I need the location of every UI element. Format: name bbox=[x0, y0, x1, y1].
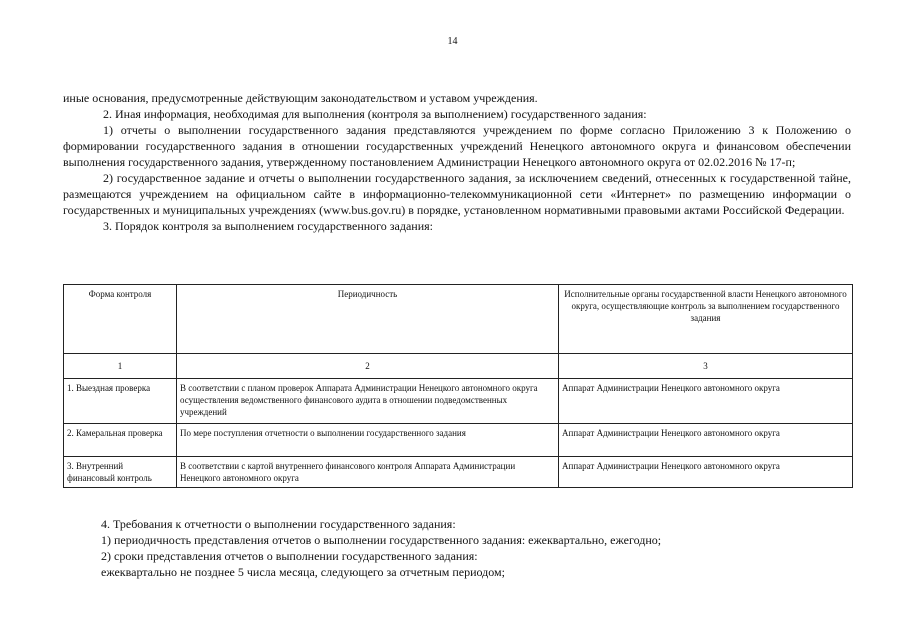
cell-authority: Аппарат Администрации Ненецкого автономного округа bbox=[559, 424, 853, 457]
cell-form: 2. Камеральная проверка bbox=[64, 424, 177, 457]
reporting-requirements bbox=[101, 516, 851, 580]
paragraph: 2. Иная информация, необходимая для выполнения (контроля за выполнением) государственного задания: bbox=[103, 107, 647, 121]
column-number: 1 bbox=[64, 354, 177, 379]
page-number: 14 bbox=[447, 36, 458, 47]
table-row bbox=[64, 424, 853, 457]
body-text bbox=[63, 90, 851, 234]
column-number: 2 bbox=[177, 354, 559, 379]
table-row bbox=[64, 379, 853, 424]
control-table bbox=[63, 284, 853, 488]
cell-periodicity: По мере поступления отчетности о выполнении государственного задания bbox=[177, 424, 559, 457]
cell-form: 1. Выездная проверка bbox=[64, 379, 177, 424]
column-number: 3 bbox=[559, 354, 853, 379]
table-header-row bbox=[64, 285, 853, 354]
paragraph: 1) отчеты о выполнении государственного задания представляются учреждением по форме согласно Приложению 3 к Положению о формировании государственного задания в отношении государственных учреждений Ненецкого автономного округа и финансовом обеспечении выполнения государственного задания, утвержденному постановлением Администрации Ненецкого автономного округа от 02.02.2016 № 17-п; bbox=[63, 123, 851, 169]
cell-form: 3. Внутренний финансовый контроль bbox=[64, 457, 177, 488]
cell-periodicity: В соответствии с планом проверок Аппарата Администрации Ненецкого автономного округа осуществления ведомственного финансового аудита в отношении подведомственных учреждений bbox=[177, 379, 559, 424]
cell-authority: Аппарат Администрации Ненецкого автономного округа bbox=[559, 379, 853, 424]
paragraph: 3. Порядок контроля за выполнением государственного задания: bbox=[103, 219, 433, 233]
paragraph: 2) сроки представления отчетов о выполнении государственного задания: bbox=[101, 549, 478, 563]
header-form: Форма контроля bbox=[64, 285, 177, 354]
paragraph: 4. Требования к отчетности о выполнении государственного задания: bbox=[101, 517, 456, 531]
header-authority: Исполнительные органы государственной власти Ненецкого автономного округа, осуществляющие контроль за выполнением государственного задания bbox=[559, 285, 853, 354]
paragraph: ежеквартально не позднее 5 числа месяца, следующего за отчетным периодом; bbox=[101, 565, 505, 579]
paragraph: иные основания, предусмотренные действующим законодательством и уставом учреждения. bbox=[63, 91, 538, 105]
table-row bbox=[64, 457, 853, 488]
column-number-row bbox=[64, 354, 853, 379]
cell-periodicity: В соответствии с картой внутреннего финансового контроля Аппарата Администрации Ненецкого автономного округа bbox=[177, 457, 559, 488]
paragraph: 2) государственное задание и отчеты о выполнении государственного задания, за исключением сведений, отнесенных к государственной тайне, размещаются учреждением на официальном сайте в информационно-телекоммуникационной сети «Интернет» по размещению информации о государственных и муниципальных учреждениях (www.bus.gov.ru) в порядке, установленном нормативными правовыми актами Российской Федерации. bbox=[63, 171, 851, 217]
header-periodicity: Периодичность bbox=[177, 285, 559, 354]
paragraph: 1) периодичность представления отчетов о выполнении государственного задания: ежеквартально, ежегодно; bbox=[101, 533, 662, 547]
cell-authority: Аппарат Администрации Ненецкого автономного округа bbox=[559, 457, 853, 488]
